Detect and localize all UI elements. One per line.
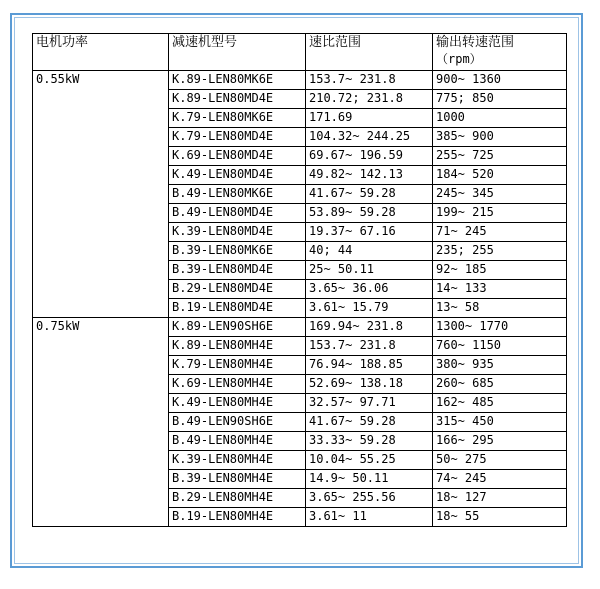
speed-cell: 385~ 900	[433, 128, 567, 147]
speed-cell: 18~ 127	[433, 489, 567, 508]
speed-cell: 162~ 485	[433, 394, 567, 413]
ratio-cell: 49.82~ 142.13	[306, 166, 433, 185]
speed-cell: 184~ 520	[433, 166, 567, 185]
model-cell: K.69-LEN80MD4E	[169, 147, 306, 166]
ratio-cell: 52.69~ 138.18	[306, 375, 433, 394]
speed-cell: 92~ 185	[433, 261, 567, 280]
ratio-cell: 3.65~ 255.56	[306, 489, 433, 508]
power-cell: 0.75kW	[33, 318, 169, 527]
power-cell: 0.55kW	[33, 71, 169, 318]
model-cell: B.19-LEN80MH4E	[169, 508, 306, 527]
speed-cell: 235; 255	[433, 242, 567, 261]
speed-cell: 900~ 1360	[433, 71, 567, 90]
model-cell: B.49-LEN80MD4E	[169, 204, 306, 223]
speed-cell: 255~ 725	[433, 147, 567, 166]
ratio-cell: 41.67~ 59.28	[306, 413, 433, 432]
ratio-cell: 41.67~ 59.28	[306, 185, 433, 204]
model-cell: K.69-LEN80MH4E	[169, 375, 306, 394]
ratio-cell: 14.9~ 50.11	[306, 470, 433, 489]
ratio-cell: 40; 44	[306, 242, 433, 261]
speed-cell: 760~ 1150	[433, 337, 567, 356]
table-body	[33, 71, 567, 527]
table-row	[33, 71, 567, 90]
header-ratio: 速比范围	[306, 34, 433, 71]
model-cell: K.79-LEN80MK6E	[169, 109, 306, 128]
speed-cell: 74~ 245	[433, 470, 567, 489]
ratio-cell: 33.33~ 59.28	[306, 432, 433, 451]
header-speed-unit: （rpm）	[436, 52, 482, 66]
speed-cell: 199~ 215	[433, 204, 567, 223]
speed-cell: 14~ 133	[433, 280, 567, 299]
model-cell: K.79-LEN80MH4E	[169, 356, 306, 375]
model-cell: B.39-LEN80MK6E	[169, 242, 306, 261]
speed-cell: 18~ 55	[433, 508, 567, 527]
model-cell: B.49-LEN80MK6E	[169, 185, 306, 204]
header-power: 电机功率	[33, 34, 169, 71]
ratio-cell: 76.94~ 188.85	[306, 356, 433, 375]
model-cell: K.39-LEN80MH4E	[169, 451, 306, 470]
model-cell: K.89-LEN80MD4E	[169, 90, 306, 109]
model-cell: B.49-LEN80MH4E	[169, 432, 306, 451]
ratio-cell: 10.04~ 55.25	[306, 451, 433, 470]
header-speed	[433, 34, 567, 71]
model-cell: K.49-LEN80MH4E	[169, 394, 306, 413]
speed-cell: 1300~ 1770	[433, 318, 567, 337]
model-cell: B.49-LEN90SH6E	[169, 413, 306, 432]
speed-cell: 245~ 345	[433, 185, 567, 204]
table-row	[33, 318, 567, 337]
model-cell: B.39-LEN80MD4E	[169, 261, 306, 280]
speed-cell: 13~ 58	[433, 299, 567, 318]
model-cell: K.49-LEN80MD4E	[169, 166, 306, 185]
ratio-cell: 171.69	[306, 109, 433, 128]
ratio-cell: 153.7~ 231.8	[306, 71, 433, 90]
ratio-cell: 25~ 50.11	[306, 261, 433, 280]
speed-cell: 260~ 685	[433, 375, 567, 394]
ratio-cell: 210.72; 231.8	[306, 90, 433, 109]
speed-cell: 50~ 275	[433, 451, 567, 470]
ratio-cell: 169.94~ 231.8	[306, 318, 433, 337]
model-cell: K.89-LEN80MH4E	[169, 337, 306, 356]
ratio-cell: 3.65~ 36.06	[306, 280, 433, 299]
ratio-cell: 153.7~ 231.8	[306, 337, 433, 356]
header-speed-label: 输出转速范围	[436, 35, 515, 50]
speed-cell: 775; 850	[433, 90, 567, 109]
model-cell: B.39-LEN80MH4E	[169, 470, 306, 489]
model-cell: B.29-LEN80MD4E	[169, 280, 306, 299]
speed-cell: 71~ 245	[433, 223, 567, 242]
model-cell: K.89-LEN90SH6E	[169, 318, 306, 337]
ratio-cell: 19.37~ 67.16	[306, 223, 433, 242]
ratio-cell: 32.57~ 97.71	[306, 394, 433, 413]
speed-cell: 380~ 935	[433, 356, 567, 375]
model-cell: B.19-LEN80MD4E	[169, 299, 306, 318]
header-model: 减速机型号	[169, 34, 306, 71]
ratio-cell: 104.32~ 244.25	[306, 128, 433, 147]
model-cell: K.79-LEN80MD4E	[169, 128, 306, 147]
table-header-row	[33, 34, 567, 71]
speed-cell: 315~ 450	[433, 413, 567, 432]
ratio-cell: 3.61~ 15.79	[306, 299, 433, 318]
model-cell: B.29-LEN80MH4E	[169, 489, 306, 508]
ratio-cell: 69.67~ 196.59	[306, 147, 433, 166]
speed-cell: 1000	[433, 109, 567, 128]
model-cell: K.39-LEN80MD4E	[169, 223, 306, 242]
ratio-cell: 3.61~ 11	[306, 508, 433, 527]
spec-table	[32, 33, 567, 527]
speed-cell: 166~ 295	[433, 432, 567, 451]
model-cell: K.89-LEN80MK6E	[169, 71, 306, 90]
ratio-cell: 53.89~ 59.28	[306, 204, 433, 223]
